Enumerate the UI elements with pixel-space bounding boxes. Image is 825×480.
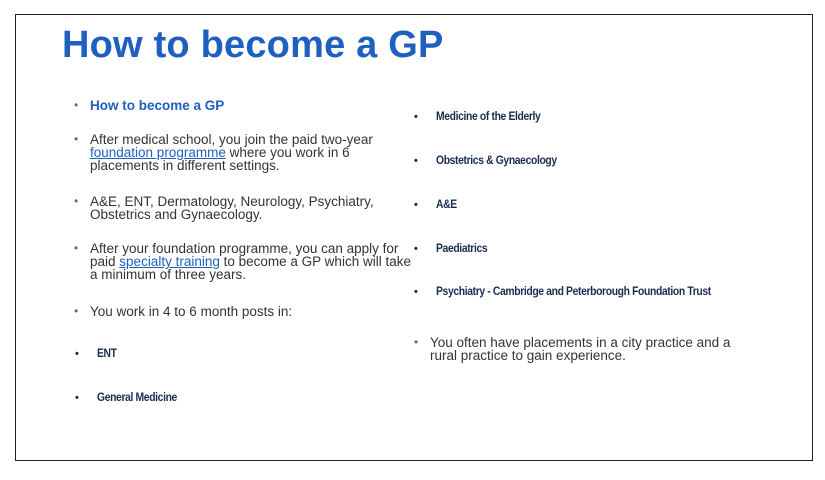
bullet-icon: •: [74, 241, 79, 255]
bullet-icon: •: [75, 348, 79, 360]
post-ae: A&E: [436, 199, 457, 211]
bullet-icon: •: [74, 132, 79, 146]
post-paediatrics: Paediatrics: [436, 243, 488, 255]
page-title: How to become a GP: [62, 24, 444, 66]
placements-note: You often have placements in a city practice and a rural practice to gain experience.: [430, 335, 731, 363]
bullet-icon: •: [414, 155, 418, 167]
list-item: [74, 305, 394, 318]
paragraph-foundation: [90, 133, 394, 172]
list-item: [74, 133, 394, 172]
post-psychiatry: Psychiatry - Cambridge and Peterborough Foundation Trust: [436, 286, 711, 298]
bullet-icon: •: [74, 98, 79, 112]
list-item: [74, 195, 384, 221]
paragraph-specialties: A&E, ENT, Dermatology, Neurology, Psychiatry, Obstetrics and Gynaecology.: [90, 194, 374, 222]
list-item: [414, 336, 744, 362]
bullet-icon: •: [75, 392, 79, 404]
bullet-icon: •: [74, 304, 79, 318]
section-heading: How to become a GP: [90, 98, 225, 113]
bullet-icon: •: [74, 194, 79, 208]
list-item: [414, 243, 794, 256]
post-obstetrics: Obstetrics & Gynaecology: [436, 155, 557, 167]
post-general-medicine: General Medicine: [97, 392, 177, 404]
bullet-icon: •: [414, 335, 419, 349]
list-item: [414, 199, 794, 212]
bullet-icon: •: [414, 199, 418, 211]
paragraph-text: where you work in 6 placements in different settings.: [90, 145, 350, 173]
list-item: [414, 286, 794, 299]
post-medicine-elderly: Medicine of the Elderly: [436, 111, 541, 123]
paragraph-text: After your foundation programme, you can apply for paid: [90, 241, 399, 269]
bullet-icon: •: [414, 243, 418, 255]
foundation-programme-link[interactable]: foundation programme: [90, 145, 226, 160]
paragraph-text: After medical school, you join the paid two-year: [90, 132, 373, 147]
bullet-icon: •: [414, 111, 418, 123]
list-item: [75, 348, 375, 361]
post-ent: ENT: [97, 348, 117, 360]
bullet-icon: •: [414, 286, 418, 298]
list-item: [74, 99, 394, 112]
specialty-training-link[interactable]: specialty training: [119, 254, 220, 269]
paragraph-posts: You work in 4 to 6 month posts in:: [90, 304, 293, 319]
paragraph-specialty-training: [90, 242, 414, 281]
paragraph-text: to become a GP which will take a minimum of three years.: [90, 254, 411, 282]
list-item: [414, 111, 794, 124]
list-item: [75, 392, 375, 405]
list-item: [414, 155, 794, 168]
list-item: [74, 242, 414, 281]
